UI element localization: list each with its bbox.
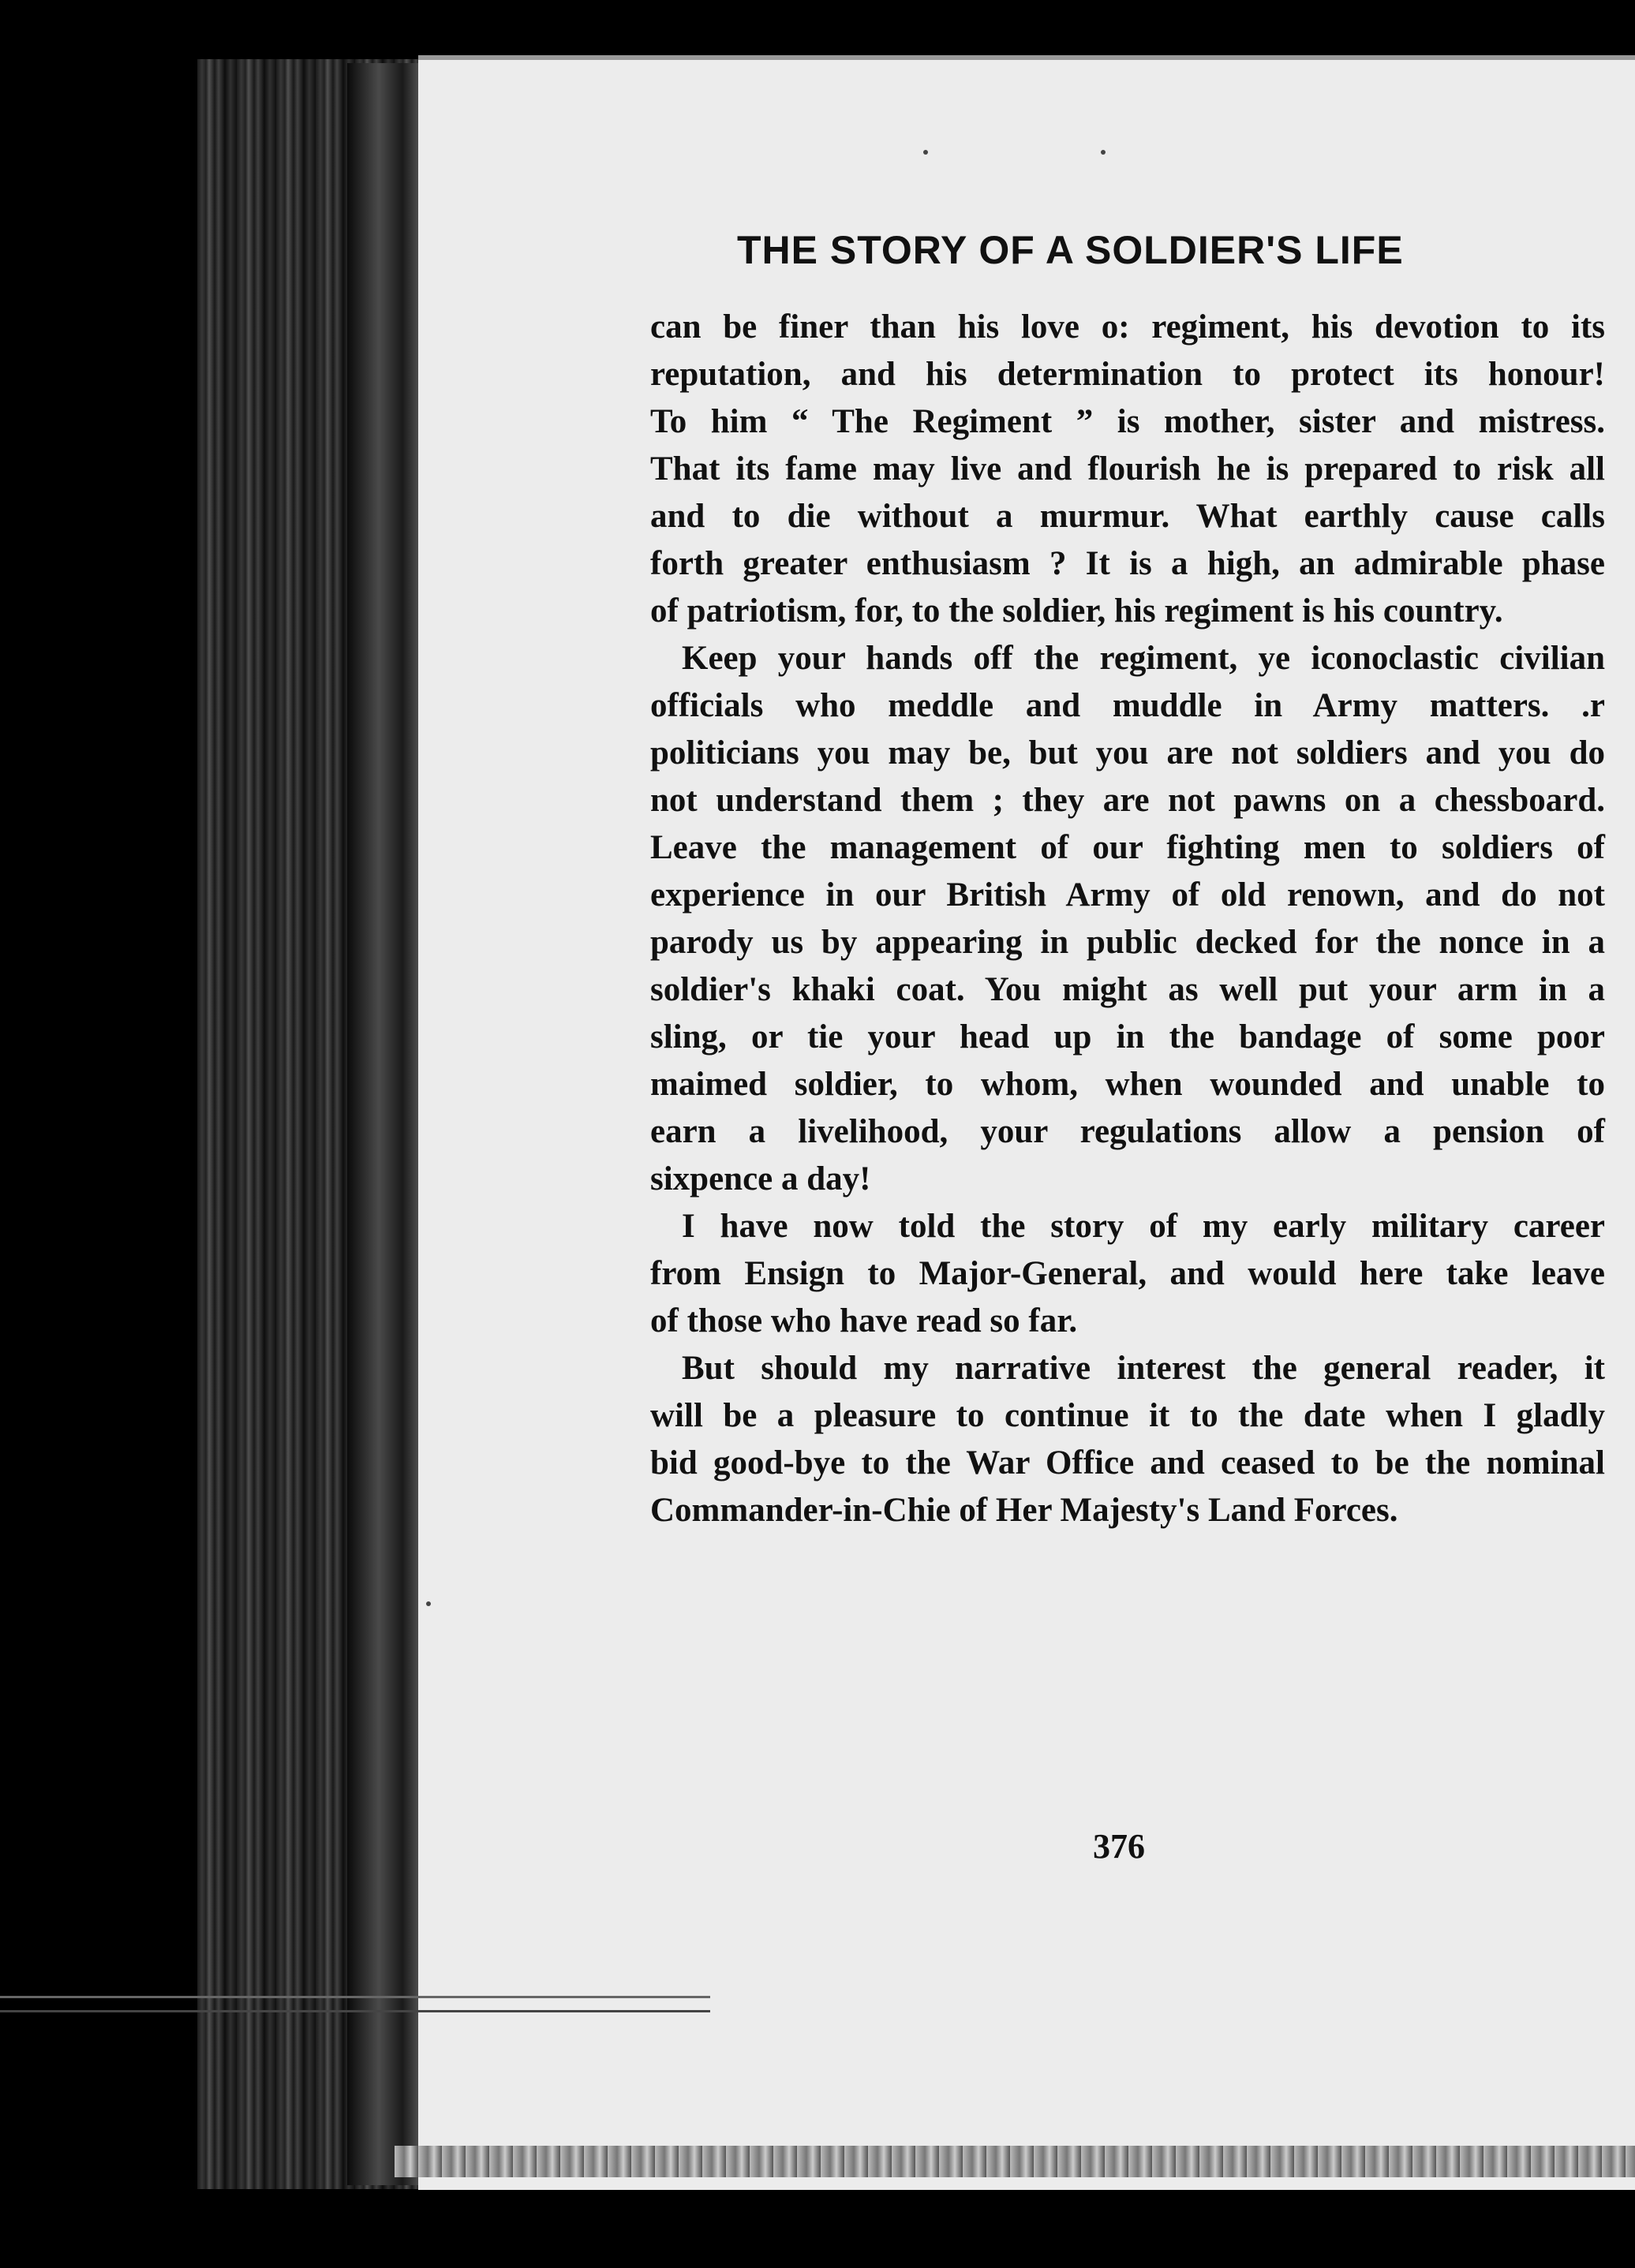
text-line: forth greater enthusiasm ? It is a high, an admirable phase (650, 545, 1605, 582)
text-line: Leave the management of our fighting men to soldiers of (650, 829, 1605, 866)
scan-speck (923, 150, 928, 155)
text-line: soldier's khaki coat. You might as well put your arm in a (650, 971, 1605, 1008)
page-number: 376 (1093, 1827, 1145, 1866)
text-line: sling, or tie your head up in the bandage of some poor (650, 1018, 1605, 1056)
text-line: of patriotism, for, to the soldier, his regiment is his country. (650, 592, 1503, 630)
text-line: reputation, and his determination to protect its honour! (650, 356, 1605, 393)
text-line: of those who have read so far. (650, 1302, 1078, 1340)
page-bottom-edge (395, 2146, 1635, 2177)
paragraph (650, 304, 1605, 635)
text-line: experience in our British Army of old renown, and do not (650, 876, 1605, 914)
text-line: I have now told the story of my early military career (682, 1208, 1605, 1245)
text-line: sixpence a day! (650, 1160, 871, 1198)
text-line: from Ensign to Major-General, and would here take leave (650, 1255, 1605, 1292)
paragraph (650, 1345, 1605, 1534)
book-spine-shadow (347, 63, 426, 2185)
text-line: officials who meddle and muddle in Army matters. .r (650, 687, 1605, 724)
scan-speck (426, 1601, 431, 1606)
scan-artifact-line (0, 1996, 710, 1998)
text-line: That its fame may live and flourish he is prepared to risk all (650, 450, 1605, 488)
text-line: can be finer than his love o: regiment, his devotion to its (650, 308, 1605, 346)
text-line: bid good-bye to the War Office and ceased to be the nominal (650, 1444, 1605, 1481)
text-line: parody us by appearing in public decked for the nonce in a (650, 924, 1605, 961)
text-line: earn a livelihood, your regulations allow a pension of (650, 1113, 1605, 1150)
text-line: Commander-in-Chie of Her Majesty's Land Forces. (650, 1492, 1398, 1529)
text-line: But should my narrative interest the general reader, it (682, 1350, 1605, 1387)
scan-artifact-line (0, 2010, 710, 2012)
paragraph (650, 1203, 1605, 1345)
text-line: and to die without a murmur. What earthly cause calls (650, 498, 1605, 535)
text-line: Keep your hands off the regiment, ye iconoclastic civilian (682, 640, 1605, 677)
text-line: maimed soldier, to whom, when wounded and unable to (650, 1066, 1605, 1103)
paragraph (650, 635, 1605, 1203)
running-head: THE STORY OF A SOLDIER'S LIFE (737, 228, 1404, 272)
text-line: politicians you may be, but you are not soldiers and you do (650, 734, 1605, 772)
text-line: To him “ The Regiment ” is mother, sister and mistress. (650, 403, 1605, 440)
body-text (650, 304, 1605, 1534)
scan-speck (1101, 150, 1106, 155)
text-line: not understand them ; they are not pawns on a chessboard. (650, 782, 1605, 819)
text-line: will be a pleasure to continue it to the date when I gladly (650, 1397, 1605, 1434)
